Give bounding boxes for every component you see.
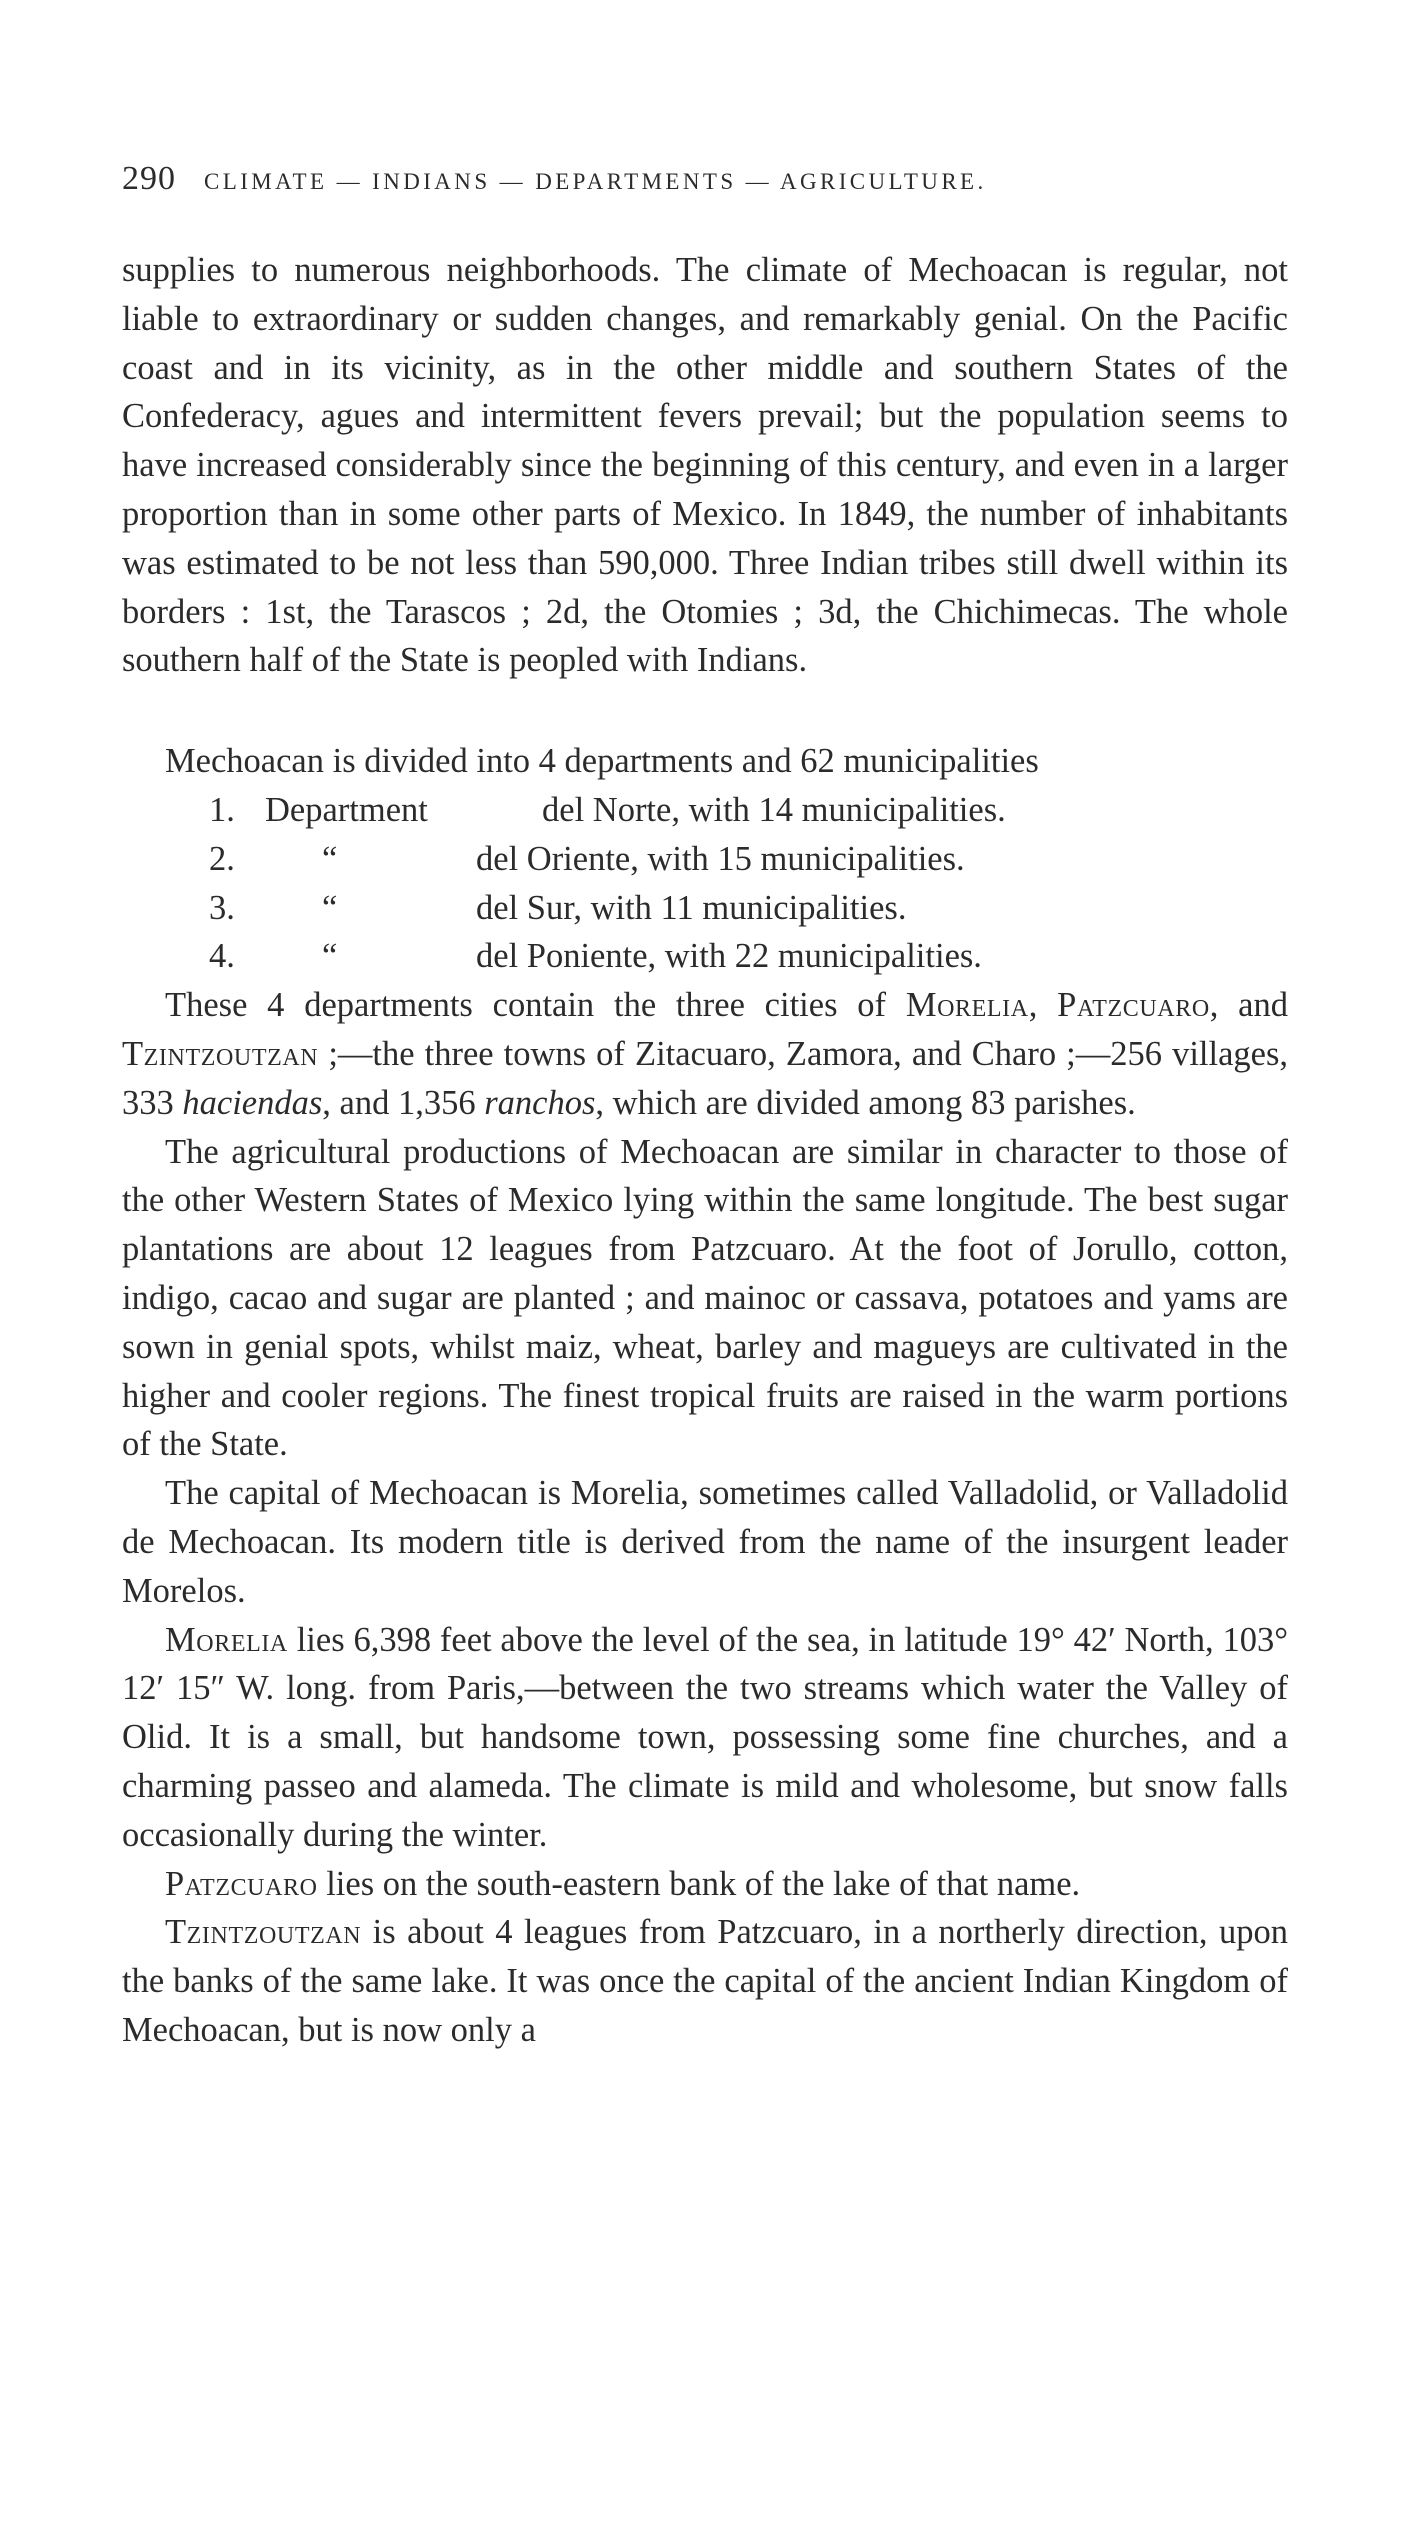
paragraph-patzcuaro	[122, 1860, 1288, 1909]
departments-intro: Mechoacan is divided into 4 departments and 62 municipalities	[165, 742, 1039, 781]
city-name-lead: Patzcuaro	[165, 1864, 318, 1903]
paragraph-cities	[122, 981, 1288, 1127]
running-header	[122, 160, 1288, 216]
running-title: CLIMATE — INDIANS — DEPARTMENTS — AGRICULTURE.	[204, 169, 987, 194]
department-number: 2.	[209, 839, 235, 878]
text-run: ,	[1028, 986, 1058, 1025]
department-detail: del Norte, with 14 municipalities.	[542, 790, 1006, 829]
department-number: 3.	[209, 888, 235, 927]
paragraph-gap	[122, 685, 1288, 737]
department-item	[122, 884, 1288, 933]
paragraph-climate: supplies to numerous neighborhoods. The climate of Mechoacan is regular, not liable to extraordinary or sudden changes, and remarkably genial. On the Pacific coast and in its vicinity, as in the other middle and southern States of the Confederacy, agues and intermittent fevers prevail; but the population seems to have increased considerably since the beginning of this century, and even in a larger proportion than in some other parts of Mexico. In 1849, the number of inhabitants was estimated to be not less than 590,000. Three Indian tribes still dwell within its borders : 1st, the Tarascos ; 2d, the Otomies ; 3d, the Chichimecas. The whole southern half of the State is peopled with Indians.	[122, 251, 1288, 680]
department-item	[122, 835, 1288, 884]
page-number: 290	[122, 160, 176, 197]
department-word: Department	[265, 790, 428, 829]
text-run: , which are divided among 83 parishes.	[595, 1083, 1136, 1122]
paragraph-agriculture: The agricultural productions of Mechoacan are similar in character to those of the other Western States of Mexico lying within the same longitude. The best sugar plantations are about 12 leagues from Patzcuaro. At the foot of Jorullo, cotton, indigo, cacao and sugar are planted ; and mainoc or cassava, potatoes and yams are sown in genial spots, whilst maiz, wheat, barley and magueys are cultivated in the higher and cooler regions. The finest tropical fruits are raised in the warm portions of the State.	[122, 1132, 1288, 1464]
department-number: 1.	[209, 790, 235, 829]
paragraph-morelia	[122, 1616, 1288, 1860]
text-run: ;—the three towns of Zitacuaro, Zamora, and Charo ;—256 villages, 333	[122, 1034, 1288, 1122]
text-run: These 4 departments contain the three cities of	[165, 986, 906, 1025]
city-name-lead: Tzintzoutzan	[165, 1913, 362, 1952]
department-item	[122, 786, 1288, 835]
text-run: is about 4 leagues from Patzcuaro, in a northerly direction, upon the banks of the same lake. It was once the capital of the ancient Indian Kingdom of Mechoacan, but is now only a	[122, 1913, 1288, 2049]
book-page	[122, 160, 1288, 2055]
city-name-morelia: Morelia	[905, 986, 1029, 1025]
department-item	[122, 932, 1288, 981]
term-haciendas: haciendas	[182, 1083, 323, 1122]
text-run: lies 6,398 feet above the level of the sea, in latitude 19° 42′ North, 103° 12′ 15″ W. long. from Paris,—between the two streams which water the Valley of Olid. It is a small, but handsome town, possessing some fine churches, and a charming passeo and alameda. The climate is mild and wholesome, but snow falls occasionally during the winter.	[122, 1620, 1288, 1854]
ditto-mark: “	[322, 937, 338, 976]
paragraph-tzintzoutzan	[122, 1908, 1288, 2054]
department-number: 4.	[209, 937, 235, 976]
city-name-patzcuaro: Patzcuaro	[1057, 986, 1210, 1025]
text-run: lies on the south-eastern bank of the lake of that name.	[317, 1864, 1081, 1903]
ditto-mark: “	[322, 888, 338, 927]
city-name-lead: Morelia	[165, 1620, 288, 1659]
term-ranchos: ranchos	[484, 1083, 596, 1122]
ditto-mark: “	[322, 839, 338, 878]
department-detail: del Oriente, with 15 municipalities.	[476, 839, 965, 878]
text-run: , and	[1209, 986, 1288, 1025]
department-detail: del Sur, with 11 municipalities.	[476, 888, 907, 927]
department-detail: del Poniente, with 22 municipalities.	[476, 937, 982, 976]
paragraph-capital: The capital of Mechoacan is Morelia, sometimes called Valladolid, or Valladolid de Mechoacan. Its modern title is derived from the name of the insurgent leader Morelos.	[122, 1474, 1288, 1610]
city-name-tzintzoutzan: Tzintzoutzan	[122, 1034, 319, 1073]
text-run: , and 1,356	[322, 1083, 485, 1122]
